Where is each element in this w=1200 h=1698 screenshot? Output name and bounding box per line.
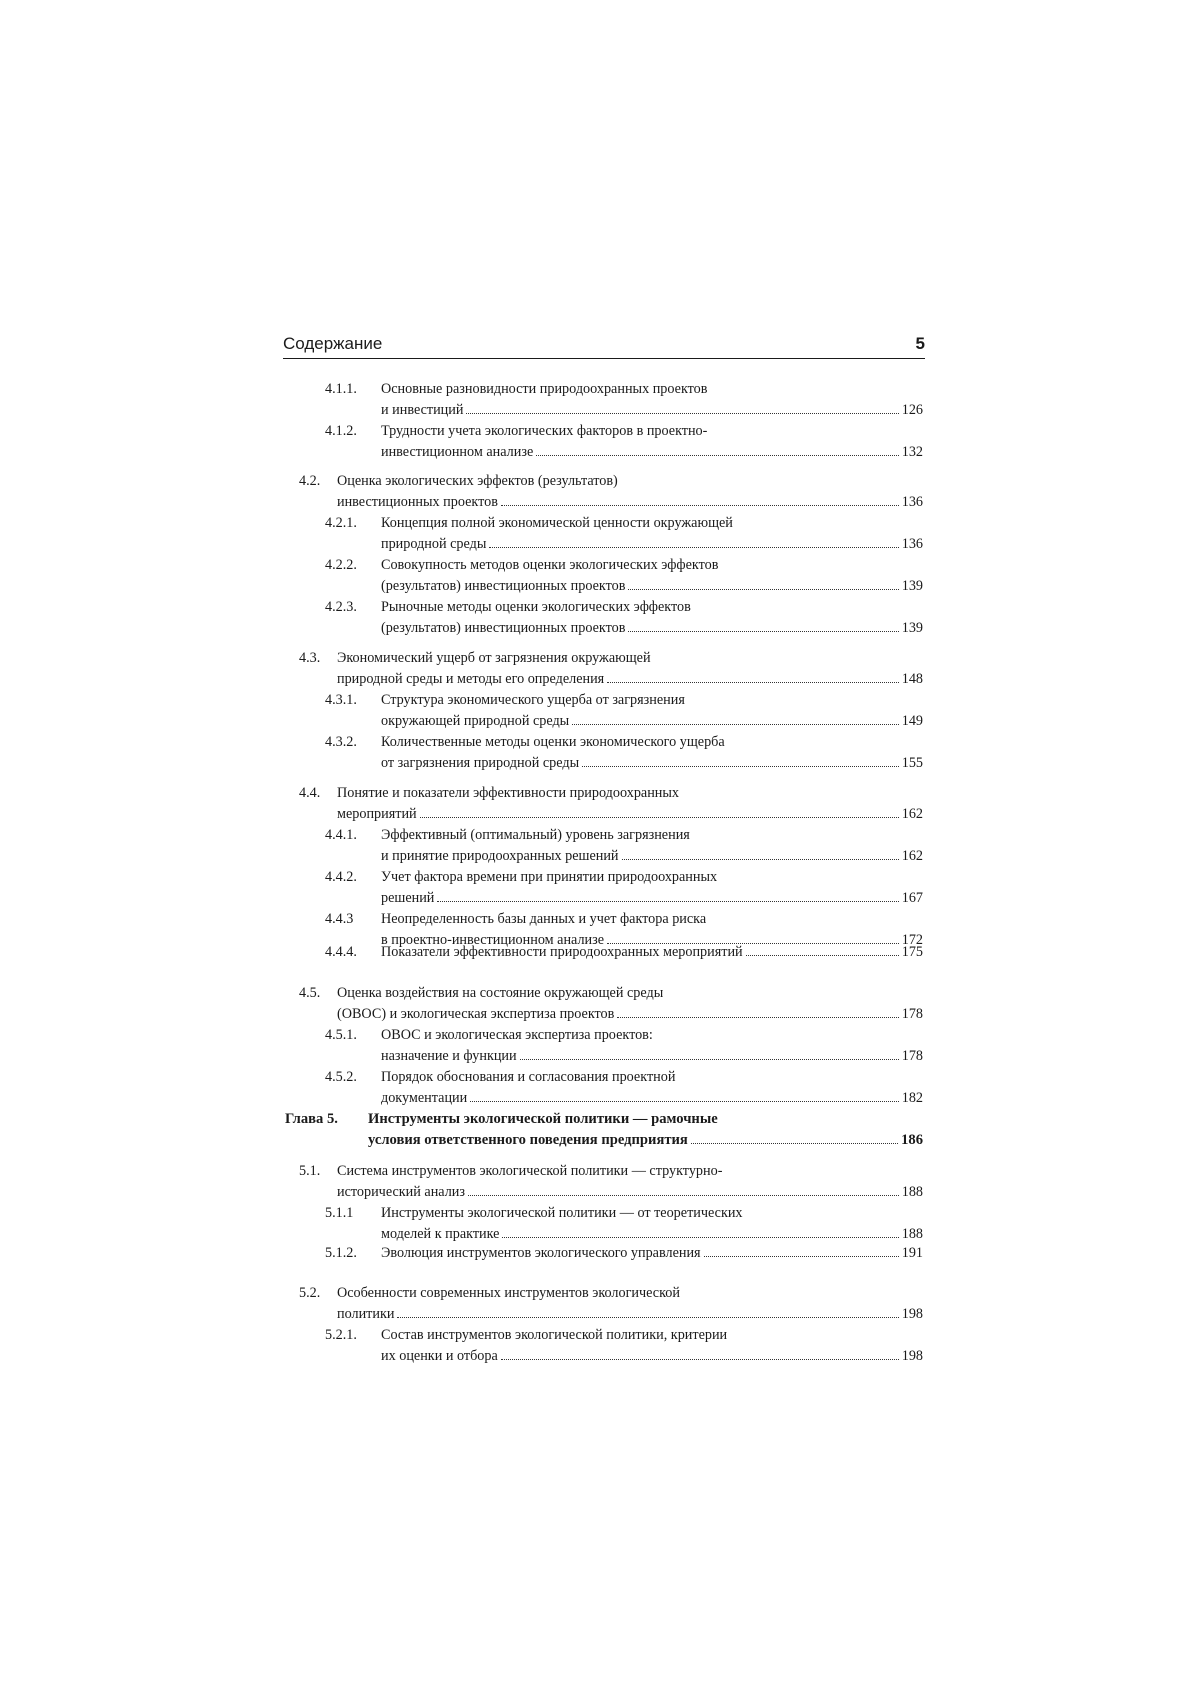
toc-entry-page: 162 — [901, 806, 923, 822]
toc-entry-page: 172 — [901, 932, 923, 948]
dot-leader — [607, 682, 899, 683]
toc-entry-number: 4.4.4. — [325, 944, 357, 960]
toc-entry-page: 126 — [901, 402, 923, 418]
toc-entry-page: 148 — [901, 671, 923, 687]
toc-entry-page: 191 — [901, 1245, 923, 1261]
toc-entry-title-line: Состав инструментов экологической политики, критерии — [381, 1327, 728, 1343]
toc-entry-number: 5.1.1 — [325, 1205, 354, 1221]
toc-entry-number: 5.2. — [299, 1285, 321, 1301]
toc-entry-title-line: ОВОС и экологическая экспертиза проектов: — [381, 1027, 653, 1043]
toc-entry-last-line — [381, 890, 923, 907]
toc-entry-title-line: и инвестиций — [381, 402, 464, 418]
toc-entry-number: 4.2. — [299, 473, 321, 489]
toc-entry-last-line — [381, 620, 923, 637]
dot-leader — [746, 955, 899, 956]
toc-entry-number: 4.4. — [299, 785, 321, 801]
toc-entry-number: 4.4.2. — [325, 869, 357, 885]
toc-entry-page: 155 — [901, 755, 923, 771]
dot-leader — [536, 455, 898, 456]
dot-leader — [691, 1143, 898, 1144]
toc-entry-title-line: Экономический ущерб от загрязнения окружающей — [337, 650, 651, 666]
toc-entry-page: 132 — [901, 444, 923, 460]
toc-entry-page: 139 — [901, 620, 923, 636]
dot-leader — [582, 766, 899, 767]
dot-leader — [704, 1256, 899, 1257]
dot-leader — [489, 547, 898, 548]
toc-entry-last-line — [381, 755, 923, 772]
toc-entry-number: 5.1.2. — [325, 1245, 357, 1261]
dot-leader — [468, 1195, 899, 1196]
toc-entry-last-line — [381, 578, 923, 595]
toc-entry-last-line — [381, 444, 923, 461]
toc-entry-title-line: (ОВОС) и экологическая экспертиза проектов — [337, 1006, 615, 1022]
toc-entry-last-line — [337, 1306, 923, 1323]
toc-entry-page: 178 — [901, 1006, 923, 1022]
toc-entry-last-line — [337, 1006, 923, 1023]
toc-entry-title-line: документации — [381, 1090, 468, 1106]
toc-entry-page: 136 — [901, 494, 923, 510]
toc-entry-page: 182 — [901, 1090, 923, 1106]
dot-leader — [572, 724, 899, 725]
toc-entry-title-line: Оценка экологических эффектов (результатов) — [337, 473, 618, 489]
toc-entry-last-line — [381, 402, 923, 419]
page-number: 5 — [915, 334, 925, 353]
toc-entry-title-line: Рыночные методы оценки экологических эффектов — [381, 599, 691, 615]
dot-leader — [420, 817, 899, 818]
dot-leader — [501, 1359, 899, 1360]
toc-entry-last-line — [381, 1245, 923, 1262]
toc-entry-last-line — [337, 494, 923, 511]
toc-entry-page: 198 — [901, 1348, 923, 1364]
dot-leader — [501, 505, 899, 506]
toc-entry-title-line: Концепция полной экономической ценности окружающей — [381, 515, 733, 531]
toc-entry-number: 4.5.1. — [325, 1027, 357, 1043]
toc-entry-title-line: Понятие и показатели эффективности природоохранных — [337, 785, 680, 801]
toc-entry-title-line: Неопределенность базы данных и учет фактора риска — [381, 911, 707, 927]
toc-entry-title-line: природной среды и методы его определения — [337, 671, 605, 687]
dot-leader — [628, 589, 898, 590]
toc-entry-last-line — [381, 536, 923, 553]
toc-entry-title-line: (результатов) инвестиционных проектов — [381, 620, 626, 636]
toc-entry-title-line: Количественные методы оценки экономического ущерба — [381, 734, 725, 750]
toc-entry-number: 4.1.2. — [325, 423, 357, 439]
toc-entry-page: 167 — [901, 890, 923, 906]
toc-entry-last-line — [381, 1048, 923, 1065]
toc-entry-title-line: окружающей природной среды — [381, 713, 570, 729]
toc-entry-title-line: Оценка воздействия на состояние окружающей среды — [337, 985, 664, 1001]
toc-entry-page: 139 — [901, 578, 923, 594]
toc-entry-last-line — [337, 806, 923, 823]
toc-entry-title-line: и принятие природоохранных решений — [381, 848, 619, 864]
toc-entry-title-line: от загрязнения природной среды — [381, 755, 580, 771]
toc-entry-number: 5.1. — [299, 1163, 321, 1179]
dot-leader — [470, 1101, 898, 1102]
dot-leader — [437, 901, 898, 902]
toc-entry-number: 4.3.1. — [325, 692, 357, 708]
dot-leader — [628, 631, 898, 632]
toc-entry-title-line: Эффективный (оптимальный) уровень загрязнения — [381, 827, 690, 843]
toc-entry-page: 136 — [901, 536, 923, 552]
toc-entry-page: 175 — [901, 944, 923, 960]
toc-entry-page: 162 — [901, 848, 923, 864]
toc-entry-title-line: их оценки и отбора — [381, 1348, 498, 1364]
toc-entry-last-line — [337, 1184, 923, 1201]
toc-entry-title-line: инвестиционных проектов — [337, 494, 498, 510]
toc-entry-page: 188 — [901, 1184, 923, 1200]
toc-entry-title-line: решений — [381, 890, 435, 906]
toc-entry-page: 178 — [901, 1048, 923, 1064]
toc-entry-title-line: Показатели эффективности природоохранных мероприятий — [381, 944, 743, 960]
toc-entry-last-line — [337, 671, 923, 688]
toc-entry-page: 188 — [901, 1226, 923, 1242]
toc-entry-number: 4.2.1. — [325, 515, 357, 531]
toc-entry-number: 4.3. — [299, 650, 321, 666]
toc-entry-title-line: Порядок обоснования и согласования проектной — [381, 1069, 676, 1085]
toc-entry-title-line: Основные разновидности природоохранных проектов — [381, 381, 708, 397]
toc-entry-last-line — [368, 1132, 923, 1149]
toc-entry-last-line — [381, 848, 923, 865]
toc-entry-title-line: природной среды — [381, 536, 487, 552]
toc-entry-title-line: Эволюция инструментов экологического управления — [381, 1245, 701, 1261]
toc-entry-title-line: в проектно-инвестиционном анализе — [381, 932, 605, 948]
toc-entry-title-line: исторический анализ — [337, 1184, 465, 1200]
toc-entry-number: 4.3.2. — [325, 734, 357, 750]
toc-entry-number: 4.4.1. — [325, 827, 357, 843]
toc-entry-number: 4.5.2. — [325, 1069, 357, 1085]
toc-entry-last-line — [381, 1348, 923, 1365]
toc-entry-number: 4.4.3 — [325, 911, 354, 927]
toc-entry-title-line: Особенности современных инструментов экологической — [337, 1285, 680, 1301]
dot-leader — [617, 1017, 898, 1018]
toc-entry-page: 149 — [901, 713, 923, 729]
toc-entry-title-line: Трудности учета экологических факторов в проектно- — [381, 423, 708, 439]
toc-entry-number: 4.2.3. — [325, 599, 357, 615]
toc-entry-page: 198 — [901, 1306, 923, 1322]
toc-entry-title-line: Инструменты экологической политики — от теоретических — [381, 1205, 743, 1221]
toc-entry-last-line — [381, 713, 923, 730]
dot-leader — [502, 1237, 898, 1238]
toc-entry-title-line: Инструменты экологической политики — рамочные — [368, 1111, 718, 1127]
toc-entry-title-line: (результатов) инвестиционных проектов — [381, 578, 626, 594]
toc-entry-title-line: политики — [337, 1306, 395, 1322]
dot-leader — [466, 413, 898, 414]
toc-entry-number: 4.5. — [299, 985, 321, 1001]
toc-entry-last-line — [381, 944, 923, 961]
toc-entry-title-line: моделей к практике — [381, 1226, 500, 1242]
running-header-title: Содержание — [283, 334, 383, 353]
toc-entry-title-line: инвестиционном анализе — [381, 444, 534, 460]
toc-entry-number: 5.2.1. — [325, 1327, 357, 1343]
toc-entry-number: Глава 5. — [285, 1111, 338, 1127]
toc-entry-title-line: Учет фактора времени при принятии природоохранных — [381, 869, 718, 885]
toc-entry-last-line — [381, 1090, 923, 1107]
toc-entry-last-line — [381, 1226, 923, 1243]
toc-entry-title-line: Структура экономического ущерба от загрязнения — [381, 692, 685, 708]
toc-entry-title-line: Система инструментов экологической политики — структурно- — [337, 1163, 723, 1179]
toc-entry-title-line: Совокупность методов оценки экологических эффектов — [381, 557, 719, 573]
dot-leader — [622, 859, 899, 860]
dot-leader — [397, 1317, 898, 1318]
toc-entry-number: 4.1.1. — [325, 381, 357, 397]
toc-entry-title-line: мероприятий — [337, 806, 417, 822]
toc-entry-title-line: назначение и функции — [381, 1048, 517, 1064]
toc-entry-number: 4.2.2. — [325, 557, 357, 573]
toc-entry-page: 186 — [901, 1132, 923, 1148]
toc-entry-title-line: условия ответственного поведения предприятия — [368, 1132, 688, 1148]
dot-leader — [520, 1059, 899, 1060]
